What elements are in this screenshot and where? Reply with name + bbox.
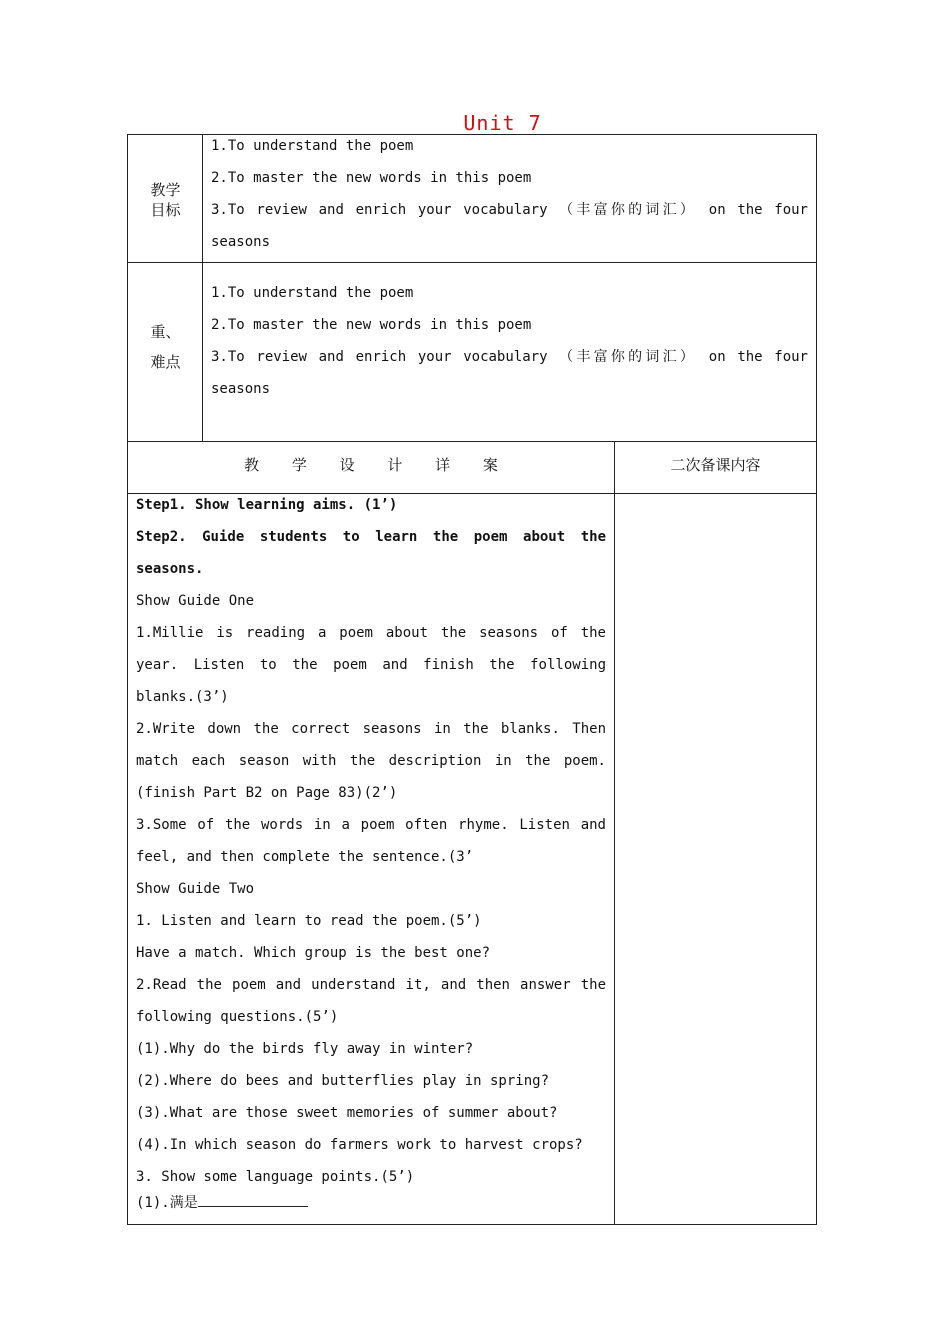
plan-line: Have a match. Which group is the best one? [136,945,491,961]
key-points-label-line2: 难点 [150,353,181,371]
row-divider [127,262,817,263]
objectives-label-line1: 教学 [150,181,181,199]
plan-line: match each season with the description in the poem. [136,753,606,769]
plan-line: Step1. Show learning aims. (1’) [136,497,398,513]
key-points-content [211,277,808,405]
plan-line: Show Guide Two [136,881,255,897]
plan-line: Show Guide One [136,593,255,609]
objectives-content [211,130,808,258]
plan-content [136,489,606,1193]
objective-item: 2.To master the new words in this poem [211,170,532,186]
plan-line: 2.Read the poem and understand it, and then answer the [136,977,606,993]
design-header: 教 学 设 计 详 案 [244,456,512,474]
plan-line: (3).What are those sweet memories of summer about? [136,1105,558,1121]
plan-line: (1).Why do the birds fly away in winter? [136,1041,474,1057]
plan-line: year. Listen to the poem and finish the following [136,657,606,673]
key-point-item: 3.To review and enrich your vocabulary （丰富你的词汇） on the four [211,349,808,365]
plan-line: (finish Part B2 on Page 83)(2’) [136,785,398,801]
page-title: Unit 7 [463,111,542,135]
plan-line: (4).In which season do farmers work to harvest crops? [136,1137,583,1153]
key-point-item: 1.To understand the poem [211,285,414,301]
plan-line: seasons. [136,561,204,577]
plan-line: feel, and then complete the sentence.(3’ [136,849,474,865]
key-points-label [128,322,203,372]
objective-item: 1.To understand the poem [211,138,414,154]
key-point-item: seasons [211,381,271,397]
plan-line: blanks.(3’) [136,689,229,705]
objectives-label-line2: 目标 [150,201,181,219]
plan-line: 1. Listen and learn to read the poem.(5’) [136,913,482,929]
plan-line: 2.Write down the correct seasons in the blanks. Then [136,721,606,737]
secondary-header: 二次备课内容 [670,456,761,474]
objective-item: 3.To review and enrich your vocabulary （丰富你的词汇） on the four [211,202,808,218]
language-point-item: (1).满是 [136,1195,198,1211]
plan-line: 1.Millie is reading a poem about the seasons of the [136,625,606,641]
objective-item: seasons [211,234,271,250]
plan-line: Step2. Guide students to learn the poem about the [136,529,606,545]
plan-last-line [136,1187,606,1219]
objectives-label [128,180,203,220]
key-points-label-line1: 重、 [150,323,181,341]
plan-line: 3.Some of the words in a poem often rhyme. Listen and [136,817,606,833]
plan-line: 3. Show some language points.(5’) [136,1169,415,1185]
plan-line: following questions.(5’) [136,1009,339,1025]
column-divider [614,441,615,1224]
key-point-item: 2.To master the new words in this poem [211,317,532,333]
plan-line: (2).Where do bees and butterflies play in spring? [136,1073,550,1089]
fill-blank [198,1192,308,1207]
